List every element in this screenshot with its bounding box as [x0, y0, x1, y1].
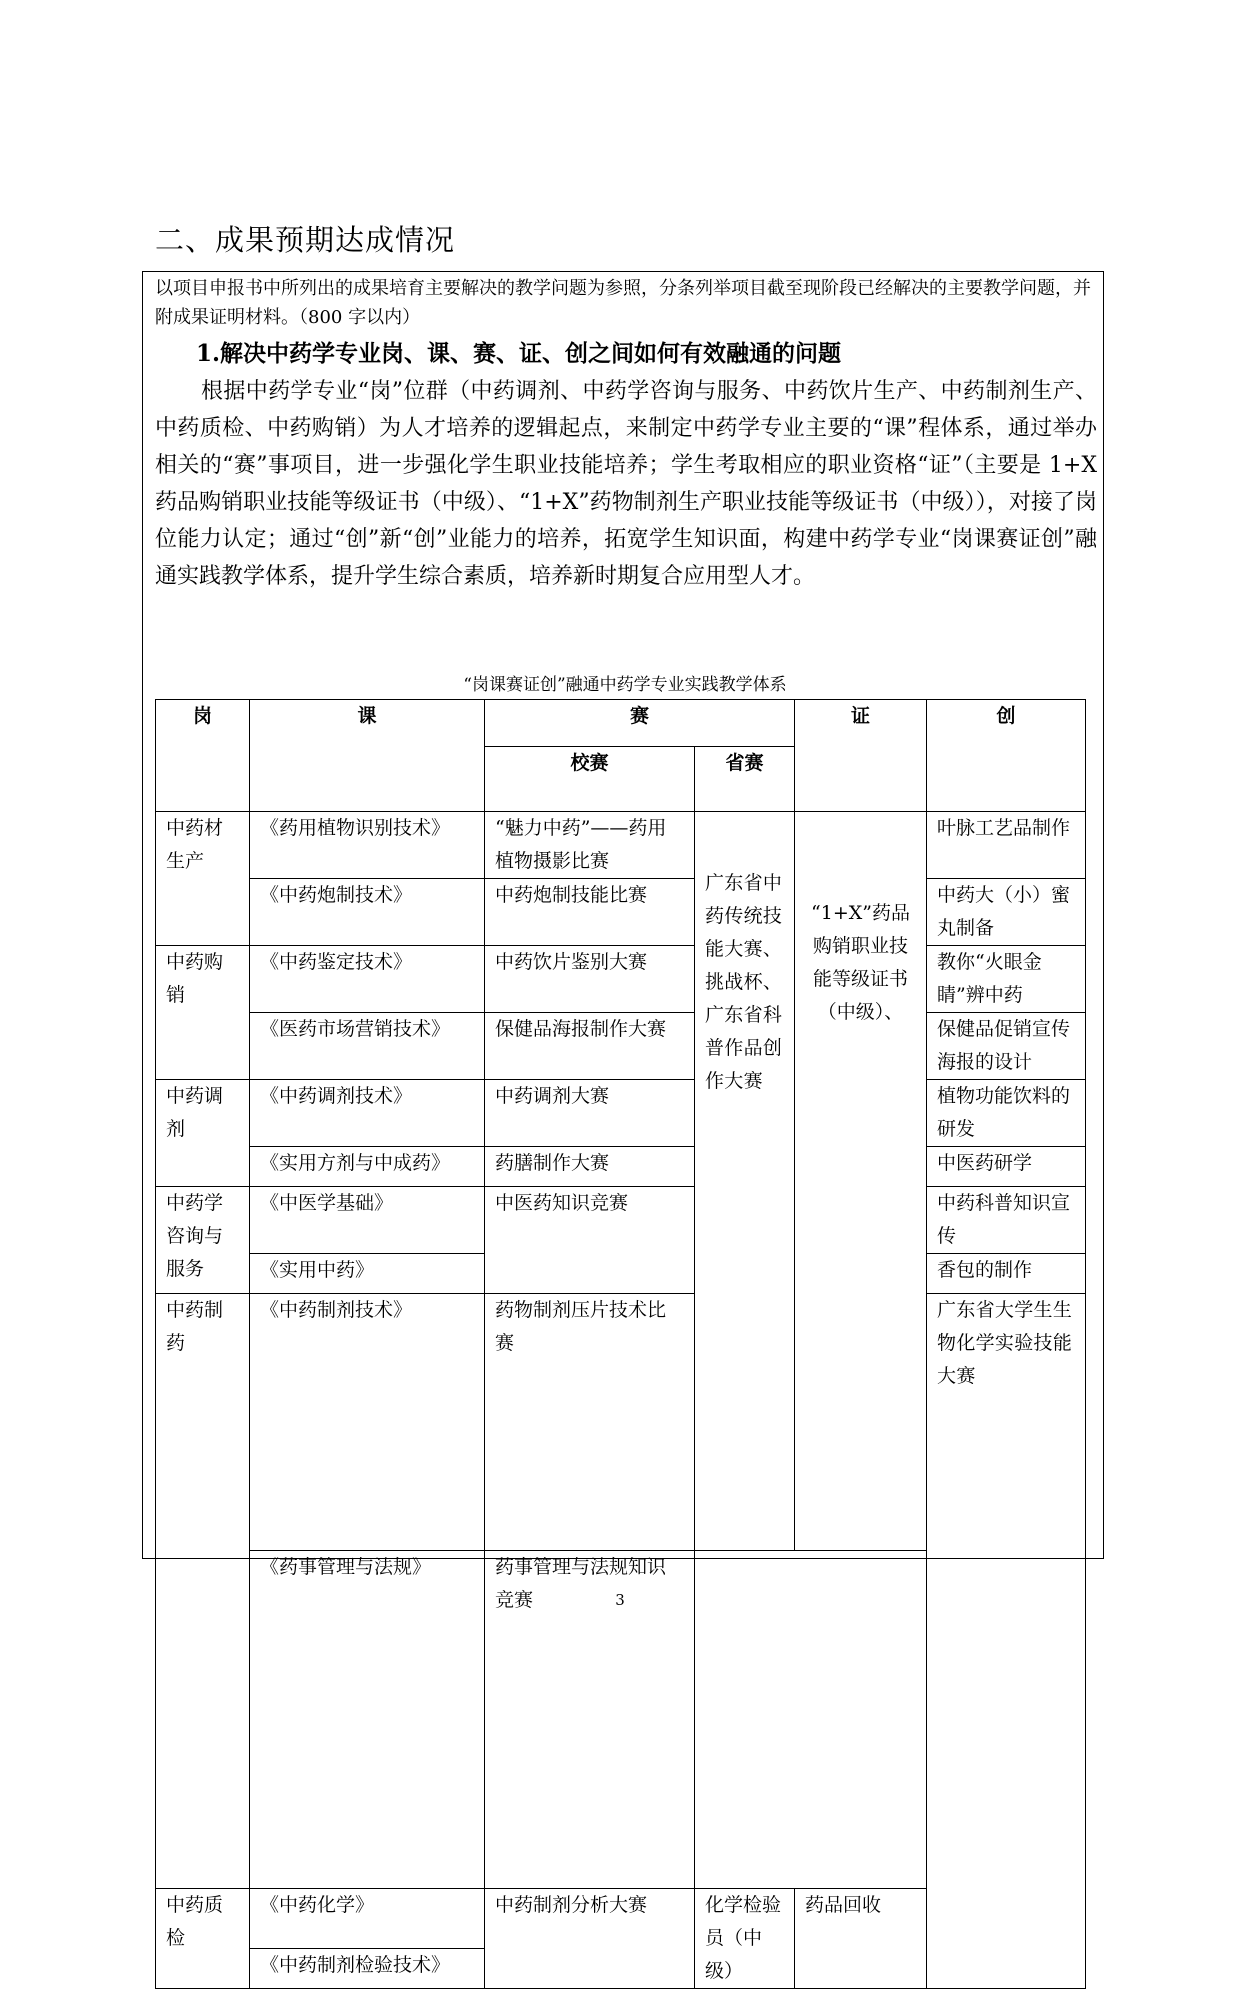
course-cell: 《中药调剂技术》 [250, 1080, 485, 1147]
course-cell: 《中药制剂检验技术》 [250, 1949, 485, 1989]
header-gang: 岗 [156, 700, 250, 812]
header-chuang: 创 [927, 700, 1086, 812]
innovation-cell: 植物功能饮料的研发 [927, 1080, 1086, 1147]
course-cell: 《药用植物识别技术》 [250, 812, 485, 879]
header-ke: 课 [250, 700, 485, 812]
header-school-contest: 校赛 [485, 747, 695, 812]
school-contest-cell: 保健品海报制作大赛 [485, 1013, 695, 1080]
position-cell: 中药材生产 [156, 812, 250, 946]
innovation-cell: 中药科普知识宣传 [927, 1187, 1086, 1254]
school-contest-cell: 药膳制作大赛 [485, 1147, 695, 1187]
problem-heading: 1.解决中药学专业岗、课、赛、证、创之间如何有效融通的问题 [196, 340, 842, 367]
course-cell: 《实用方剂与中成药》 [250, 1147, 485, 1187]
school-contest-cell: 药物制剂压片技术比赛 [485, 1294, 695, 1551]
position-cell: 中药购销 [156, 946, 250, 1080]
school-contest-cell: 药事管理与法规知识竞赛 [485, 1551, 695, 1889]
course-cell: 《药事管理与法规》 [250, 1551, 485, 1889]
section-title: 二、成果预期达成情况 [155, 223, 456, 257]
innovation-cell: 保健品促销宣传海报的设计 [927, 1013, 1086, 1080]
position-cell: 中药调剂 [156, 1080, 250, 1187]
innovation-cell: 中医药研学 [927, 1147, 1086, 1187]
school-contest-cell: 中药饮片鉴别大赛 [485, 946, 695, 1013]
school-contest-cell: “魅力中药”——药用植物摄影比赛 [485, 812, 695, 879]
certificate-cell: “1+X”药品购销职业技能等级证书（中级）、 [795, 812, 927, 1551]
header-sai: 赛 [485, 700, 795, 747]
certificate-cell: 化学检验员（中级） [695, 1889, 795, 1989]
header-province-contest: 省赛 [695, 747, 795, 812]
course-cell: 《医药市场营销技术》 [250, 1013, 485, 1080]
position-cell: 中药质检 [156, 1889, 250, 1989]
table-caption: “岗课赛证创”融通中药学专业实践教学体系 [463, 675, 787, 695]
position-cell: 中药制药 [156, 1294, 250, 1889]
innovation-cell: 叶脉工艺品制作 [927, 812, 1086, 879]
innovation-cell: 药品回收 [795, 1889, 927, 1989]
province-contest-cell: 广东省中药传统技能大赛、挑战杯、广东省科普作品创作大赛 [695, 812, 795, 1551]
province-contest-cell: 广东省大学生生物化学实验技能大赛 [927, 1294, 1086, 1989]
practice-teaching-table [155, 699, 1086, 1989]
school-contest-cell: 中药炮制技能比赛 [485, 879, 695, 946]
position-cell: 中药学咨询与服务 [156, 1187, 250, 1294]
innovation-cell: 中药大（小）蜜丸制备 [927, 879, 1086, 946]
course-cell: 《中药制剂技术》 [250, 1294, 485, 1551]
intro-instructions: 以项目申报书中所列出的成果培育主要解决的教学问题为参照，分条列举项目截至现阶段已经解决的主要教学问题，并附成果证明材料。（800 字以内） [155, 278, 1091, 328]
school-contest-cell: 中药制剂分析大赛 [485, 1889, 695, 1989]
body-paragraph: 根据中药学专业“岗”位群（中药调剂、中药学咨询与服务、中药饮片生产、中药制剂生产、中药质检、中药购销）为人才培养的逻辑起点，来制定中药学专业主要的“课”程体系，通过举办相关的“赛”事项目，进一步强化学生职业技能培养；学生考取相应的职业资格“证”（主要是 1+X 药品购销职业技能等级证书（中级）、“1+X”药物制剂生产职业技能等级证书（中级）），对接了岗位能力认定；通过“创”新“创”业能力的培养，拓宽学生知识面，构建中药学专业“岗课赛证创”融通实践教学体系，提升学生综合素质，培养新时期复合应用型人才。 [155, 379, 1097, 589]
page-number: 3 [615, 1591, 625, 1609]
school-contest-cell: 中药调剂大赛 [485, 1080, 695, 1147]
course-cell: 《实用中药》 [250, 1254, 485, 1294]
school-contest-cell: 中医药知识竞赛 [485, 1187, 695, 1294]
innovation-cell: 香包的制作 [927, 1254, 1086, 1294]
course-cell: 《中药鉴定技术》 [250, 946, 485, 1013]
header-zheng: 证 [795, 700, 927, 812]
course-cell: 《中药炮制技术》 [250, 879, 485, 946]
course-cell: 《中医学基础》 [250, 1187, 485, 1254]
course-cell: 《中药化学》 [250, 1889, 485, 1949]
innovation-cell: 教你“火眼金睛”辨中药 [927, 946, 1086, 1013]
